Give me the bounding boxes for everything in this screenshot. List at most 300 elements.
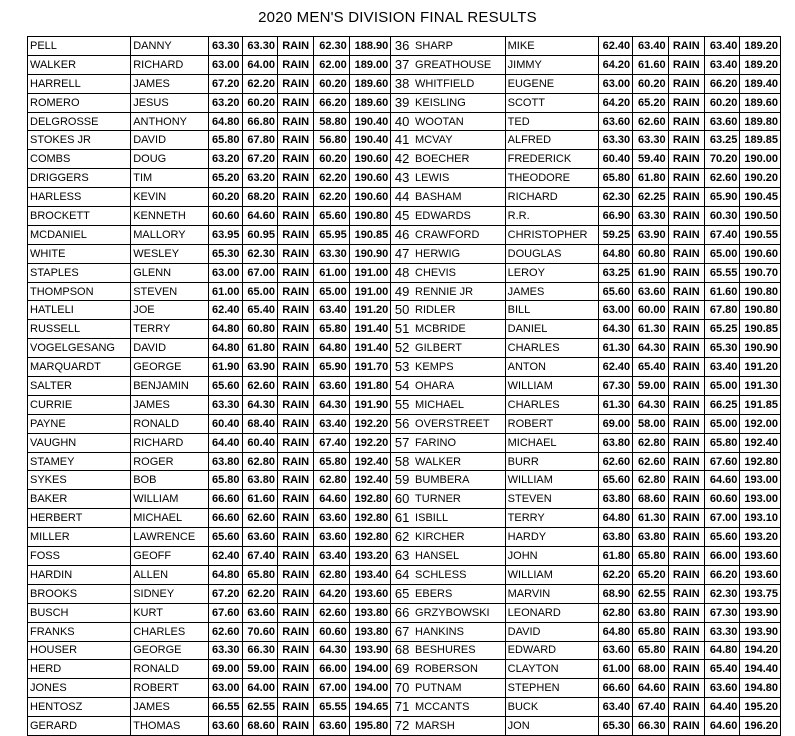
left-total-cell: 194.00 <box>349 660 390 679</box>
right-score-2-cell: 64.30 <box>633 339 668 358</box>
right-rank-cell: 52 <box>391 339 413 358</box>
left-score-3-cell: RAIN <box>277 112 313 131</box>
right-score-2-cell: 65.80 <box>633 622 668 641</box>
left-score-4-cell: 65.95 <box>314 225 349 244</box>
left-score-2-cell: 70.60 <box>242 622 277 641</box>
left-first-name-cell: TERRY <box>131 320 209 339</box>
table-row <box>28 320 781 339</box>
left-first-name-cell: WILLIAM <box>131 490 209 509</box>
left-score-4-cell: 63.40 <box>314 301 349 320</box>
right-score-4-cell: 65.30 <box>705 339 740 358</box>
right-last-name-cell: KIRCHER <box>413 528 505 547</box>
right-first-name-cell: WILLIAM <box>505 377 598 396</box>
right-first-name-cell: CHARLES <box>505 339 598 358</box>
left-score-4-cell: 62.20 <box>314 188 349 207</box>
right-score-4-cell: 60.30 <box>705 207 740 226</box>
right-rank-cell: 42 <box>391 150 413 169</box>
right-score-2-cell: 65.80 <box>633 641 668 660</box>
left-total-cell: 189.00 <box>349 55 390 74</box>
left-last-name-cell: BROCKETT <box>28 207 131 226</box>
right-total-cell: 193.60 <box>740 565 781 584</box>
left-score-2-cell: 67.80 <box>242 131 277 150</box>
left-score-3-cell: RAIN <box>277 358 313 377</box>
left-last-name-cell: CURRIE <box>28 395 131 414</box>
left-score-1-cell: 60.20 <box>209 188 242 207</box>
left-last-name-cell: BROOKS <box>28 584 131 603</box>
left-score-3-cell: RAIN <box>277 584 313 603</box>
left-score-4-cell: 62.80 <box>314 471 349 490</box>
right-score-1-cell: 66.60 <box>598 679 632 698</box>
right-score-1-cell: 64.80 <box>598 244 632 263</box>
right-first-name-cell: CHARLES <box>505 395 598 414</box>
left-score-3-cell: RAIN <box>277 377 313 396</box>
left-first-name-cell: SIDNEY <box>131 584 209 603</box>
left-score-2-cell: 62.20 <box>242 584 277 603</box>
left-total-cell: 188.90 <box>349 37 390 56</box>
right-first-name-cell: JIMMY <box>505 55 598 74</box>
table-row <box>28 74 781 93</box>
right-total-cell: 193.60 <box>740 547 781 566</box>
left-last-name-cell: HERBERT <box>28 509 131 528</box>
right-score-1-cell: 61.30 <box>598 395 632 414</box>
right-first-name-cell: BURR <box>505 452 598 471</box>
left-score-1-cell: 64.40 <box>209 433 242 452</box>
right-rank-cell: 65 <box>391 584 413 603</box>
left-score-4-cell: 66.00 <box>314 660 349 679</box>
table-row <box>28 698 781 717</box>
left-first-name-cell: JAMES <box>131 395 209 414</box>
left-score-1-cell: 64.80 <box>209 565 242 584</box>
left-score-3-cell: RAIN <box>277 320 313 339</box>
right-score-3-cell: RAIN <box>668 225 704 244</box>
left-score-2-cell: 62.20 <box>242 74 277 93</box>
right-rank-cell: 50 <box>391 301 413 320</box>
left-score-3-cell: RAIN <box>277 528 313 547</box>
right-total-cell: 190.70 <box>740 263 781 282</box>
table-row <box>28 509 781 528</box>
right-score-3-cell: RAIN <box>668 74 704 93</box>
right-score-2-cell: 65.20 <box>633 565 668 584</box>
left-last-name-cell: HARDIN <box>28 565 131 584</box>
left-score-4-cell: 56.80 <box>314 131 349 150</box>
table-row <box>28 528 781 547</box>
right-score-4-cell: 65.40 <box>705 660 740 679</box>
right-score-1-cell: 62.40 <box>598 37 632 56</box>
left-first-name-cell: DAVID <box>131 131 209 150</box>
right-total-cell: 193.00 <box>740 471 781 490</box>
right-total-cell: 189.20 <box>740 37 781 56</box>
left-score-2-cell: 67.20 <box>242 150 277 169</box>
right-first-name-cell: CLAYTON <box>505 660 598 679</box>
right-score-3-cell: RAIN <box>668 301 704 320</box>
right-first-name-cell: JAMES <box>505 282 598 301</box>
right-score-4-cell: 67.80 <box>705 301 740 320</box>
left-score-2-cell: 62.80 <box>242 452 277 471</box>
right-total-cell: 190.00 <box>740 150 781 169</box>
right-score-2-cell: 63.90 <box>633 225 668 244</box>
left-score-3-cell: RAIN <box>277 150 313 169</box>
left-last-name-cell: STAMEY <box>28 452 131 471</box>
left-first-name-cell: ALLEN <box>131 565 209 584</box>
left-score-1-cell: 63.60 <box>209 717 242 736</box>
left-last-name-cell: PELL <box>28 37 131 56</box>
right-rank-cell: 62 <box>391 528 413 547</box>
left-score-3-cell: RAIN <box>277 433 313 452</box>
left-last-name-cell: WALKER <box>28 55 131 74</box>
left-score-1-cell: 64.80 <box>209 112 242 131</box>
right-rank-cell: 57 <box>391 433 413 452</box>
right-score-2-cell: 66.30 <box>633 717 668 736</box>
left-total-cell: 193.80 <box>349 622 390 641</box>
right-total-cell: 194.80 <box>740 679 781 698</box>
right-last-name-cell: TURNER <box>413 490 505 509</box>
left-total-cell: 189.60 <box>349 74 390 93</box>
left-last-name-cell: PAYNE <box>28 414 131 433</box>
right-score-1-cell: 63.00 <box>598 301 632 320</box>
left-total-cell: 191.70 <box>349 358 390 377</box>
left-first-name-cell: MICHAEL <box>131 509 209 528</box>
right-score-2-cell: 68.00 <box>633 660 668 679</box>
left-last-name-cell: STAPLES <box>28 263 131 282</box>
left-score-2-cell: 62.60 <box>242 377 277 396</box>
right-score-2-cell: 60.00 <box>633 301 668 320</box>
right-score-3-cell: RAIN <box>668 698 704 717</box>
right-score-4-cell: 65.00 <box>705 244 740 263</box>
right-last-name-cell: MCVAY <box>413 131 505 150</box>
right-last-name-cell: ROBERSON <box>413 660 505 679</box>
right-last-name-cell: RIDLER <box>413 301 505 320</box>
table-row <box>28 565 781 584</box>
left-score-1-cell: 63.30 <box>209 641 242 660</box>
left-score-2-cell: 68.20 <box>242 188 277 207</box>
right-rank-cell: 53 <box>391 358 413 377</box>
right-score-3-cell: RAIN <box>668 55 704 74</box>
right-score-4-cell: 66.00 <box>705 547 740 566</box>
right-rank-cell: 36 <box>391 37 413 56</box>
right-first-name-cell: EDWARD <box>505 641 598 660</box>
left-total-cell: 193.20 <box>349 547 390 566</box>
right-first-name-cell: WILLIAM <box>505 471 598 490</box>
right-last-name-cell: GILBERT <box>413 339 505 358</box>
right-score-4-cell: 63.25 <box>705 131 740 150</box>
left-total-cell: 193.60 <box>349 584 390 603</box>
left-score-4-cell: 63.40 <box>314 414 349 433</box>
left-score-2-cell: 62.55 <box>242 698 277 717</box>
left-score-4-cell: 67.40 <box>314 433 349 452</box>
left-score-4-cell: 64.80 <box>314 339 349 358</box>
left-score-2-cell: 67.40 <box>242 547 277 566</box>
right-first-name-cell: RICHARD <box>505 188 598 207</box>
left-first-name-cell: ROGER <box>131 452 209 471</box>
left-last-name-cell: COMBS <box>28 150 131 169</box>
left-score-4-cell: 65.55 <box>314 698 349 717</box>
right-first-name-cell: THEODORE <box>505 169 598 188</box>
left-score-3-cell: RAIN <box>277 547 313 566</box>
right-rank-cell: 71 <box>391 698 413 717</box>
left-score-3-cell: RAIN <box>277 452 313 471</box>
left-total-cell: 190.85 <box>349 225 390 244</box>
right-last-name-cell: BOECHER <box>413 150 505 169</box>
right-score-1-cell: 62.30 <box>598 188 632 207</box>
right-last-name-cell: HERWIG <box>413 244 505 263</box>
right-score-4-cell: 65.90 <box>705 188 740 207</box>
left-score-1-cell: 63.00 <box>209 679 242 698</box>
left-score-4-cell: 65.00 <box>314 282 349 301</box>
right-score-1-cell: 63.80 <box>598 528 632 547</box>
right-score-2-cell: 62.80 <box>633 433 668 452</box>
right-score-1-cell: 65.30 <box>598 717 632 736</box>
left-score-3-cell: RAIN <box>277 717 313 736</box>
left-score-3-cell: RAIN <box>277 509 313 528</box>
left-score-3-cell: RAIN <box>277 37 313 56</box>
right-score-2-cell: 67.40 <box>633 698 668 717</box>
left-total-cell: 189.60 <box>349 93 390 112</box>
right-last-name-cell: MICHAEL <box>413 395 505 414</box>
right-score-2-cell: 65.20 <box>633 93 668 112</box>
right-score-4-cell: 63.40 <box>705 37 740 56</box>
left-score-1-cell: 61.00 <box>209 282 242 301</box>
right-score-1-cell: 63.25 <box>598 263 632 282</box>
right-first-name-cell: SCOTT <box>505 93 598 112</box>
left-score-2-cell: 65.40 <box>242 301 277 320</box>
table-row <box>28 188 781 207</box>
left-score-1-cell: 61.90 <box>209 358 242 377</box>
right-last-name-cell: RENNIE JR <box>413 282 505 301</box>
right-score-1-cell: 63.80 <box>598 433 632 452</box>
left-score-2-cell: 61.80 <box>242 339 277 358</box>
left-last-name-cell: ROMERO <box>28 93 131 112</box>
left-score-1-cell: 63.20 <box>209 93 242 112</box>
left-score-2-cell: 63.60 <box>242 528 277 547</box>
table-row <box>28 641 781 660</box>
left-score-1-cell: 63.30 <box>209 37 242 56</box>
right-last-name-cell: MARSH <box>413 717 505 736</box>
left-first-name-cell: MALLORY <box>131 225 209 244</box>
right-score-4-cell: 63.60 <box>705 112 740 131</box>
right-rank-cell: 49 <box>391 282 413 301</box>
table-row <box>28 358 781 377</box>
left-score-1-cell: 62.40 <box>209 547 242 566</box>
left-score-4-cell: 63.60 <box>314 717 349 736</box>
right-score-4-cell: 67.00 <box>705 509 740 528</box>
left-score-4-cell: 63.60 <box>314 509 349 528</box>
left-last-name-cell: FOSS <box>28 547 131 566</box>
left-score-3-cell: RAIN <box>277 641 313 660</box>
right-total-cell: 196.20 <box>740 717 781 736</box>
right-total-cell: 190.20 <box>740 169 781 188</box>
right-first-name-cell: DAVID <box>505 622 598 641</box>
right-last-name-cell: HANSEL <box>413 547 505 566</box>
right-score-2-cell: 60.20 <box>633 74 668 93</box>
left-score-1-cell: 65.60 <box>209 377 242 396</box>
left-last-name-cell: HARLESS <box>28 188 131 207</box>
right-total-cell: 191.20 <box>740 358 781 377</box>
right-score-3-cell: RAIN <box>668 37 704 56</box>
left-total-cell: 190.60 <box>349 188 390 207</box>
right-score-1-cell: 61.00 <box>598 660 632 679</box>
right-score-2-cell: 60.80 <box>633 244 668 263</box>
table-row <box>28 547 781 566</box>
left-total-cell: 192.40 <box>349 471 390 490</box>
right-last-name-cell: GRZYBOWSKI <box>413 603 505 622</box>
right-total-cell: 193.75 <box>740 584 781 603</box>
right-rank-cell: 68 <box>391 641 413 660</box>
right-last-name-cell: WALKER <box>413 452 505 471</box>
right-score-4-cell: 66.20 <box>705 74 740 93</box>
page-title: 2020 MEN'S DIVISION FINAL RESULTS <box>258 9 537 26</box>
right-total-cell: 192.00 <box>740 414 781 433</box>
right-score-4-cell: 64.60 <box>705 717 740 736</box>
left-score-4-cell: 62.00 <box>314 55 349 74</box>
left-score-1-cell: 67.20 <box>209 74 242 93</box>
right-last-name-cell: CHEVIS <box>413 263 505 282</box>
left-score-1-cell: 66.55 <box>209 698 242 717</box>
left-score-1-cell: 62.60 <box>209 622 242 641</box>
right-score-2-cell: 65.40 <box>633 358 668 377</box>
left-last-name-cell: HATLELI <box>28 301 131 320</box>
right-rank-cell: 41 <box>391 131 413 150</box>
left-score-3-cell: RAIN <box>277 339 313 358</box>
left-last-name-cell: HENTOSZ <box>28 698 131 717</box>
table-row <box>28 414 781 433</box>
right-score-3-cell: RAIN <box>668 169 704 188</box>
table-row <box>28 622 781 641</box>
left-last-name-cell: DELGROSSE <box>28 112 131 131</box>
right-rank-cell: 45 <box>391 207 413 226</box>
right-rank-cell: 48 <box>391 263 413 282</box>
right-total-cell: 190.60 <box>740 244 781 263</box>
right-score-3-cell: RAIN <box>668 565 704 584</box>
left-first-name-cell: DOUG <box>131 150 209 169</box>
table-row <box>28 433 781 452</box>
right-score-2-cell: 65.80 <box>633 547 668 566</box>
table-row <box>28 377 781 396</box>
right-rank-cell: 59 <box>391 471 413 490</box>
left-score-3-cell: RAIN <box>277 603 313 622</box>
left-first-name-cell: KURT <box>131 603 209 622</box>
left-total-cell: 191.20 <box>349 301 390 320</box>
left-last-name-cell: MILLER <box>28 528 131 547</box>
left-first-name-cell: CHARLES <box>131 622 209 641</box>
right-first-name-cell: BILL <box>505 301 598 320</box>
right-rank-cell: 70 <box>391 679 413 698</box>
right-total-cell: 189.60 <box>740 93 781 112</box>
left-total-cell: 192.40 <box>349 452 390 471</box>
right-last-name-cell: OHARA <box>413 377 505 396</box>
right-score-4-cell: 65.80 <box>705 433 740 452</box>
right-score-4-cell: 67.60 <box>705 452 740 471</box>
right-score-2-cell: 58.00 <box>633 414 668 433</box>
left-score-2-cell: 63.60 <box>242 603 277 622</box>
right-score-4-cell: 66.25 <box>705 395 740 414</box>
left-score-3-cell: RAIN <box>277 74 313 93</box>
left-total-cell: 192.80 <box>349 509 390 528</box>
left-first-name-cell: DAVID <box>131 339 209 358</box>
right-first-name-cell: LEONARD <box>505 603 598 622</box>
right-last-name-cell: KEISLING <box>413 93 505 112</box>
right-score-3-cell: RAIN <box>668 414 704 433</box>
right-last-name-cell: MCCANTS <box>413 698 505 717</box>
left-first-name-cell: RONALD <box>131 414 209 433</box>
left-score-2-cell: 67.00 <box>242 263 277 282</box>
right-total-cell: 193.10 <box>740 509 781 528</box>
right-score-3-cell: RAIN <box>668 452 704 471</box>
right-score-2-cell: 63.80 <box>633 603 668 622</box>
right-score-2-cell: 64.30 <box>633 395 668 414</box>
left-score-2-cell: 63.20 <box>242 169 277 188</box>
left-last-name-cell: HOUSER <box>28 641 131 660</box>
left-last-name-cell: VAUGHN <box>28 433 131 452</box>
right-score-3-cell: RAIN <box>668 490 704 509</box>
left-total-cell: 190.90 <box>349 244 390 263</box>
table-row <box>28 282 781 301</box>
left-score-3-cell: RAIN <box>277 225 313 244</box>
right-rank-cell: 60 <box>391 490 413 509</box>
left-total-cell: 195.80 <box>349 717 390 736</box>
right-score-4-cell: 65.60 <box>705 528 740 547</box>
right-last-name-cell: FARINO <box>413 433 505 452</box>
right-first-name-cell: HARDY <box>505 528 598 547</box>
left-score-3-cell: RAIN <box>277 93 313 112</box>
right-score-3-cell: RAIN <box>668 207 704 226</box>
right-total-cell: 190.80 <box>740 282 781 301</box>
table-row <box>28 207 781 226</box>
right-score-2-cell: 64.60 <box>633 679 668 698</box>
right-score-1-cell: 63.60 <box>598 641 632 660</box>
right-score-4-cell: 64.60 <box>705 471 740 490</box>
left-score-2-cell: 63.30 <box>242 37 277 56</box>
right-total-cell: 189.80 <box>740 112 781 131</box>
left-score-3-cell: RAIN <box>277 490 313 509</box>
table-row <box>28 55 781 74</box>
right-first-name-cell: FREDERICK <box>505 150 598 169</box>
right-last-name-cell: BESHURES <box>413 641 505 660</box>
left-total-cell: 191.00 <box>349 282 390 301</box>
right-score-3-cell: RAIN <box>668 717 704 736</box>
right-first-name-cell: DANIEL <box>505 320 598 339</box>
right-first-name-cell: EUGENE <box>505 74 598 93</box>
left-score-4-cell: 62.30 <box>314 37 349 56</box>
left-score-4-cell: 61.00 <box>314 263 349 282</box>
left-score-2-cell: 60.40 <box>242 433 277 452</box>
right-score-2-cell: 59.40 <box>633 150 668 169</box>
right-score-4-cell: 60.20 <box>705 93 740 112</box>
left-total-cell: 190.40 <box>349 131 390 150</box>
right-total-cell: 190.80 <box>740 301 781 320</box>
left-total-cell: 190.60 <box>349 150 390 169</box>
right-total-cell: 190.90 <box>740 339 781 358</box>
left-last-name-cell: MARQUARDT <box>28 358 131 377</box>
right-first-name-cell: DOUGLAS <box>505 244 598 263</box>
left-total-cell: 192.80 <box>349 490 390 509</box>
right-score-3-cell: RAIN <box>668 244 704 263</box>
right-last-name-cell: GREATHOUSE <box>413 55 505 74</box>
left-score-2-cell: 60.20 <box>242 93 277 112</box>
left-score-3-cell: RAIN <box>277 414 313 433</box>
right-last-name-cell: HANKINS <box>413 622 505 641</box>
left-first-name-cell: DANNY <box>131 37 209 56</box>
left-first-name-cell: GEORGE <box>131 641 209 660</box>
left-score-3-cell: RAIN <box>277 471 313 490</box>
left-total-cell: 191.00 <box>349 263 390 282</box>
left-score-3-cell: RAIN <box>277 565 313 584</box>
left-total-cell: 193.90 <box>349 641 390 660</box>
table-row <box>28 93 781 112</box>
right-first-name-cell: TERRY <box>505 509 598 528</box>
left-total-cell: 192.20 <box>349 433 390 452</box>
table-row <box>28 131 781 150</box>
right-score-1-cell: 62.80 <box>598 603 632 622</box>
